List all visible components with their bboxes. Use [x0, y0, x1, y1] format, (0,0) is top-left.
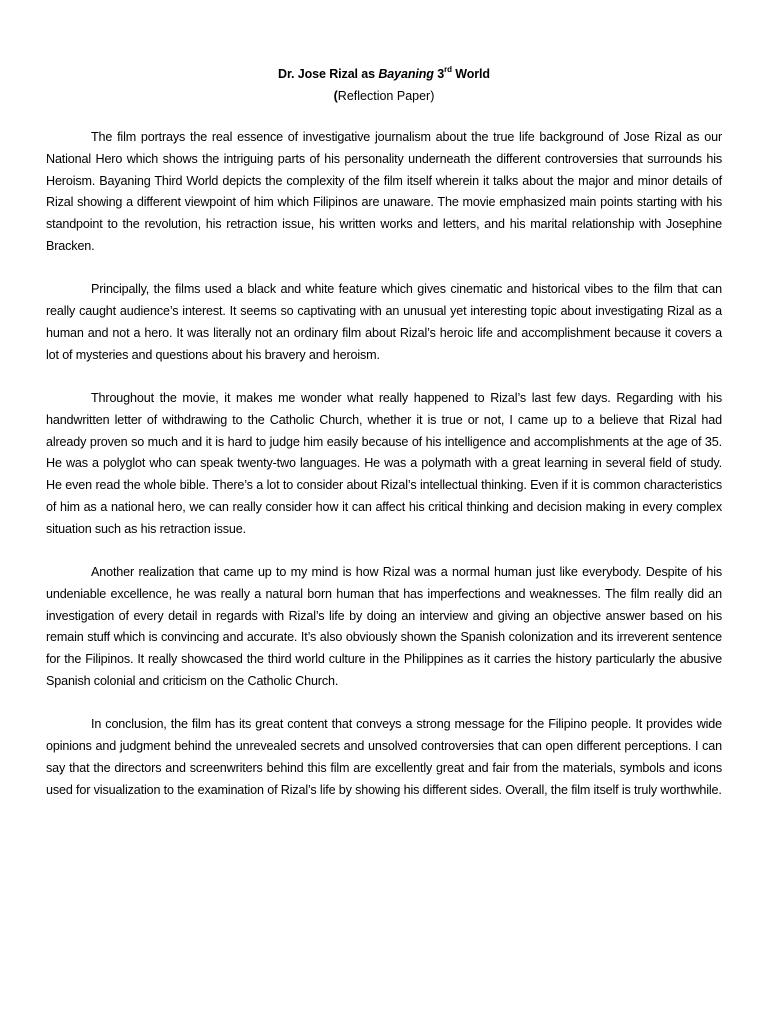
paragraph-1: The film portrays the real essence of investigative journalism about the true life background of Jose Rizal as our National Hero which shows the intriguing parts of his personality underneath the different controversies that surrounds his Heroism. Bayaning Third World depicts the complexity of the film itself wherein it talks about the major and minor details of Rizal showing a different viewpoint of him which Filipinos are unaware. The movie emphasized main points starting with his standpoint to the revolution, his retraction issue, his written works and letters, and his marital relationship with Josephine Bracken. [46, 130, 722, 253]
title-superscript: rd [444, 64, 452, 74]
paragraph-2: Principally, the films used a black and white feature which gives cinematic and historical vibes to the film that can really caught audience’s interest. It seems so captivating with an unusual yet interesting topic about investigating Rizal as a human and not a hero. It was literally not an ordinary film about Rizal’s heroic life and accomplishment because it covers a lot of mysteries and questions about his bravery and heroism. [46, 282, 722, 362]
document-title [0, 65, 768, 83]
document-body [46, 127, 722, 823]
paragraph-4: Another realization that came up to my mind is how Rizal was a normal human just like everybody. Despite of his undeniable excellence, he was really a natural born human that has imperfections and weaknesses. The film really did an investigation of every detail in regards with Rizal’s life by doing an interview and giving an objective answer based on his remain stuff which is convincing and accurate. It’s also obviously shown the Spanish colonization and its irreverent sentence for the Filipinos. It really showcased the third world culture in the Philippines as it carries the history particularly the abusive Spanish colonial and criticism on the Catholic Church. [46, 565, 722, 689]
subtitle-open-paren: ( [333, 89, 338, 103]
paragraph-5: In conclusion, the film has its great content that conveys a strong message for the Filipino people. It provides wide opinions and judgment behind the unrevealed secrets and unsolved controversies that can open different perceptions. I can say that the directors and screenwriters behind this film are excellently great and fair from the materials, symbols and icons used for visualization to the examination of Rizal’s life by showing his different sides. Overall, the film itself is truly worthwhile. [46, 717, 722, 797]
title-suffix: World [451, 67, 490, 81]
title-prefix: Dr. Jose Rizal as [278, 67, 379, 81]
title-number: 3 [433, 67, 445, 81]
subtitle-text: Reflection Paper) [337, 89, 435, 103]
title-italic: Bayaning [378, 67, 434, 81]
paragraph-3: Throughout the movie, it makes me wonder what really happened to Rizal’s last few days. Regarding with his handwritten letter of withdrawing to the Catholic Church, whether it is true or not, I came up to a believe that Rizal had already proven so much and it is hard to judge him easily because of his intelligence and accomplishments at the age of 35. He was a polyglot who can speak twenty-two languages. He was a polymath with a great learning in several field of study. He even read the whole bible. There’s a lot to consider about Rizal’s intellectual thinking. Even if it is common characteristics of him as a national hero, we can really consider how it can affect his critical thinking and decision making in every complex situation such as his retraction issue. [46, 390, 722, 536]
document-subtitle [0, 87, 768, 105]
